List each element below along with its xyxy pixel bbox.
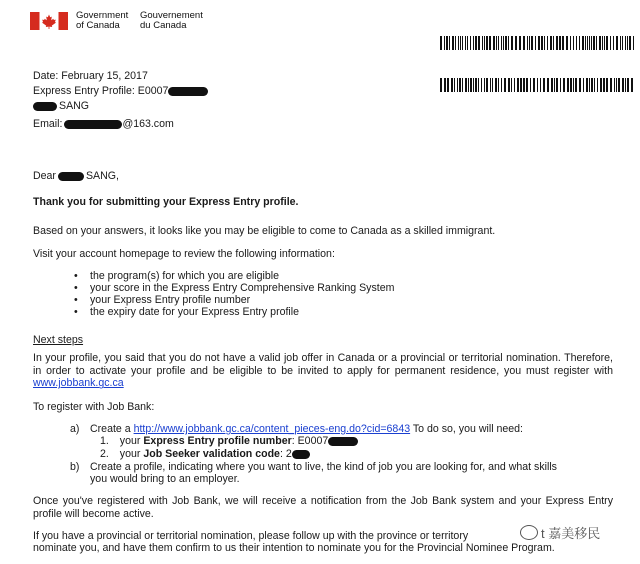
redaction-mark	[328, 437, 358, 446]
government-of-canada-fr	[140, 11, 203, 31]
barcode-bar	[559, 36, 561, 50]
email-label: Email:	[33, 118, 63, 130]
barcode-bar	[459, 78, 461, 92]
barcode-bar	[597, 78, 598, 92]
barcode-bar	[508, 36, 509, 50]
wechat-icon	[520, 525, 538, 540]
barcode-bar	[553, 36, 554, 50]
barcode-bar	[490, 78, 491, 92]
barcode-bar	[468, 78, 469, 92]
barcode-bar	[473, 78, 474, 92]
barcode-bottom	[440, 78, 636, 92]
barcode-bar	[517, 78, 519, 92]
barcode-bar	[520, 78, 522, 92]
thank-you-text: Thank you for submitting your Express Entry profile.	[33, 196, 299, 208]
barcode-bar	[566, 36, 568, 50]
job-seeker-account-link[interactable]: http://www.jobbank.gc.ca/content_pieces-eng.do?cid=6843	[133, 423, 411, 435]
sub-item-2-num: 2.	[100, 448, 109, 460]
watermark-prefix: t	[541, 526, 545, 541]
barcode-bar	[550, 36, 552, 50]
barcode-bar	[625, 78, 626, 92]
barcode-bar	[531, 36, 533, 50]
barcode-bar	[570, 36, 571, 50]
salutation	[33, 170, 119, 183]
barcode-bar	[604, 36, 605, 50]
applicant-surname: SANG	[59, 100, 90, 112]
barcode-bar	[470, 78, 472, 92]
barcode-bar	[489, 36, 491, 50]
step-a-line	[90, 423, 523, 436]
once-registered-paragraph: Once you've registered with Job Bank, we will receive a notification from the Job Bank system and your Express Entry profile will become active.	[33, 495, 613, 520]
barcode-bar	[556, 36, 558, 50]
barcode-bar	[486, 78, 488, 92]
barcode-bar	[505, 36, 507, 50]
barcode-bar	[560, 78, 561, 92]
eligibility-paragraph: Based on your answers, it looks like you may be eligible to come to Canada as a skilled immigrant.	[33, 225, 496, 237]
step-a-tail: To do so, you will need:	[412, 423, 523, 435]
register-heading: To register with Job Bank:	[33, 401, 155, 413]
barcode-bar	[533, 78, 535, 92]
barcode-top	[440, 36, 636, 50]
redaction-mark	[33, 102, 57, 111]
barcode-bar	[627, 36, 628, 50]
barcode-bar	[504, 78, 506, 92]
barcode-bar	[484, 36, 485, 50]
barcode-bar	[620, 36, 621, 50]
barcode-bar	[593, 36, 595, 50]
barcode-bar	[554, 78, 555, 92]
barcode-bar	[587, 36, 588, 50]
barcode-bar	[631, 78, 633, 92]
barcode-bar	[449, 36, 450, 50]
barcode-bar	[495, 78, 497, 92]
jobbank-link[interactable]: www.jobbank.gc.ca	[33, 377, 124, 390]
barcode-bar	[462, 78, 463, 92]
barcode-bar	[547, 36, 548, 50]
barcode-bar	[454, 78, 455, 92]
sub-item-1-bold: Express Entry profile number	[143, 435, 292, 447]
barcode-bar	[610, 36, 611, 50]
barcode-bar	[633, 36, 634, 50]
barcode-bar	[616, 36, 618, 50]
barcode-bar	[629, 36, 631, 50]
barcode-bar	[543, 78, 545, 92]
barcode-bar	[627, 78, 629, 92]
step-b-line1: Create a profile, indicating where you want to live, the kind of job you are looking for, and what skills	[90, 461, 557, 473]
applicant-name-line	[33, 100, 89, 113]
barcode-bar	[589, 78, 590, 92]
barcode-bar	[498, 36, 499, 50]
barcode-bar	[492, 78, 493, 92]
nomination-line2: nominate you, and have them confirm to us their intention to nominate you for the Provincial Nominee Program.	[33, 542, 555, 554]
sub-item-2-value: : 2	[279, 448, 292, 460]
barcode-bar	[440, 36, 442, 50]
barcode-bar	[444, 36, 445, 50]
express-entry-profile-line	[33, 85, 208, 98]
barcode-bar	[567, 78, 569, 92]
step-a-label: a)	[70, 423, 80, 435]
redaction-mark	[64, 120, 122, 129]
barcode-bar	[551, 78, 553, 92]
barcode-bar	[585, 36, 586, 50]
sub-item-1-value: : E0007	[291, 435, 329, 447]
barcode-bar	[606, 78, 608, 92]
barcode-bar	[481, 78, 482, 92]
barcode-bar	[462, 36, 463, 50]
list-item: • the expiry date for your Express Entry profile	[60, 306, 394, 318]
barcode-bar	[446, 36, 448, 50]
barcode-bar	[579, 78, 581, 92]
barcode-bar	[529, 36, 530, 50]
next-steps-heading: Next steps	[33, 334, 84, 346]
barcode-bar	[618, 78, 620, 92]
barcode-bar	[622, 78, 624, 92]
barcode-bar	[527, 36, 528, 50]
barcode-bar	[575, 78, 577, 92]
barcode-bar	[455, 36, 456, 50]
barcode-bar	[465, 36, 466, 50]
barcode-bar	[599, 36, 601, 50]
barcode-bar	[602, 36, 603, 50]
barcode-bar	[586, 78, 588, 92]
barcode-bar	[591, 78, 593, 92]
letter-date: Date: February 15, 2017	[33, 70, 148, 82]
government-of-canada-en	[76, 11, 128, 31]
barcode-bar	[556, 78, 558, 92]
sub-item-2	[100, 448, 310, 461]
barcode-bar	[616, 78, 617, 92]
barcode-bar	[508, 78, 510, 92]
barcode-bar	[610, 78, 612, 92]
barcode-bar	[440, 78, 442, 92]
visit-homepage-paragraph: Visit your account homepage to review the following information:	[33, 248, 335, 260]
job-offer-paragraph	[33, 352, 613, 390]
barcode-bar	[523, 78, 525, 92]
barcode-bar	[473, 36, 474, 50]
sub-item-1-text: your	[119, 435, 141, 447]
barcode-bar	[523, 36, 525, 50]
barcode-bar	[501, 78, 502, 92]
barcode-bar	[600, 78, 602, 92]
barcode-bar	[484, 78, 485, 92]
barcode-bar	[544, 36, 545, 50]
barcode-bar	[452, 36, 454, 50]
barcode-bar	[541, 36, 543, 50]
email-line	[33, 118, 174, 131]
profile-number-label: Express Entry Profile: E0007	[33, 85, 169, 97]
sub-item-2-bold: Job Seeker validation code	[143, 448, 280, 460]
barcode-bar	[498, 78, 499, 92]
sub-item-1-num: 1.	[100, 435, 109, 447]
watermark	[520, 525, 600, 542]
step-a-create: Create a	[90, 423, 131, 435]
barcode-bar	[583, 78, 584, 92]
barcode-bar	[625, 36, 626, 50]
barcode-bar	[451, 78, 453, 92]
barcode-bar	[589, 36, 590, 50]
barcode-bar	[493, 36, 495, 50]
barcode-bar	[603, 78, 605, 92]
barcode-bar	[514, 78, 515, 92]
barcode-bar	[478, 36, 480, 50]
gov-en-line1: Government	[76, 10, 129, 21]
sub-item-1	[100, 435, 358, 448]
barcode-bar	[475, 36, 477, 50]
dear-word: Dear	[33, 170, 56, 182]
barcode-bar	[482, 36, 483, 50]
barcode-bar	[475, 78, 477, 92]
barcode-bar	[478, 78, 479, 92]
barcode-bar	[458, 36, 459, 50]
barcode-bar	[511, 36, 513, 50]
watermark-text: 嘉美移民	[548, 526, 601, 541]
barcode-bar	[540, 78, 541, 92]
barcode-bar	[447, 78, 449, 92]
barcode-bar	[579, 36, 580, 50]
barcode-bar	[444, 78, 446, 92]
barcode-bar	[526, 78, 528, 92]
barcode-bar	[503, 36, 504, 50]
barcode-bar	[576, 36, 577, 50]
step-b-label: b)	[70, 461, 80, 473]
redaction-mark	[168, 87, 208, 96]
barcode-bar	[530, 78, 531, 92]
gov-en-line2: of Canada	[76, 19, 120, 31]
barcode-bar	[486, 36, 488, 50]
barcode-bar	[457, 78, 458, 92]
barcode-bar	[573, 36, 574, 50]
nomination-line1: If you have a provincial or territorial nomination, please follow up with the province or territory	[33, 530, 469, 542]
list-item: • your Express Entry profile number	[60, 294, 394, 306]
redaction-mark	[292, 450, 310, 459]
gov-fr-line2: du Canada	[140, 19, 187, 31]
barcode-bar	[622, 36, 623, 50]
barcode-bar	[596, 36, 597, 50]
barcode-bar	[613, 36, 614, 50]
canada-flag-icon	[30, 12, 68, 30]
review-info-list	[60, 270, 394, 318]
barcode-bar	[465, 78, 467, 92]
barcode-bar	[519, 36, 521, 50]
barcode-bar	[562, 36, 564, 50]
barcode-bar	[582, 36, 584, 50]
redaction-mark	[58, 172, 84, 181]
barcode-bar	[470, 36, 471, 50]
barcode-bar	[515, 36, 517, 50]
barcode-bar	[591, 36, 592, 50]
barcode-bar	[535, 36, 536, 50]
sub-item-2-text: your	[119, 448, 141, 460]
barcode-bar	[573, 78, 574, 92]
barcode-bar	[563, 78, 565, 92]
dear-surname: SANG,	[85, 170, 119, 182]
thank-you-heading	[33, 196, 298, 209]
barcode-bar	[594, 78, 595, 92]
email-domain: @163.com	[122, 118, 174, 130]
barcode-bar	[496, 36, 497, 50]
barcode-bar	[467, 36, 468, 50]
barcode-bar	[570, 78, 572, 92]
list-item: • your score in the Express Entry Comprehensive Ranking System	[60, 282, 394, 294]
gov-fr-line1: Gouvernement	[140, 10, 203, 21]
barcode-bar	[614, 78, 615, 92]
barcode-bar	[547, 78, 549, 92]
job-offer-text: In your profile, you said that you do not have a valid job offer in Canada or a provincial or territorial nomination. Therefore, in order to activate your profile and be eligible to be invited to apply for permanent residence, you must register with	[33, 352, 613, 377]
barcode-bar	[606, 36, 608, 50]
barcode-bar	[511, 78, 512, 92]
step-b-line2: you would bring to an employer.	[90, 473, 240, 485]
list-item: • the program(s) for which you are eligible	[60, 270, 394, 282]
barcode-bar	[501, 36, 502, 50]
barcode-bar	[460, 36, 461, 50]
barcode-bar	[538, 36, 540, 50]
barcode-bar	[537, 78, 538, 92]
